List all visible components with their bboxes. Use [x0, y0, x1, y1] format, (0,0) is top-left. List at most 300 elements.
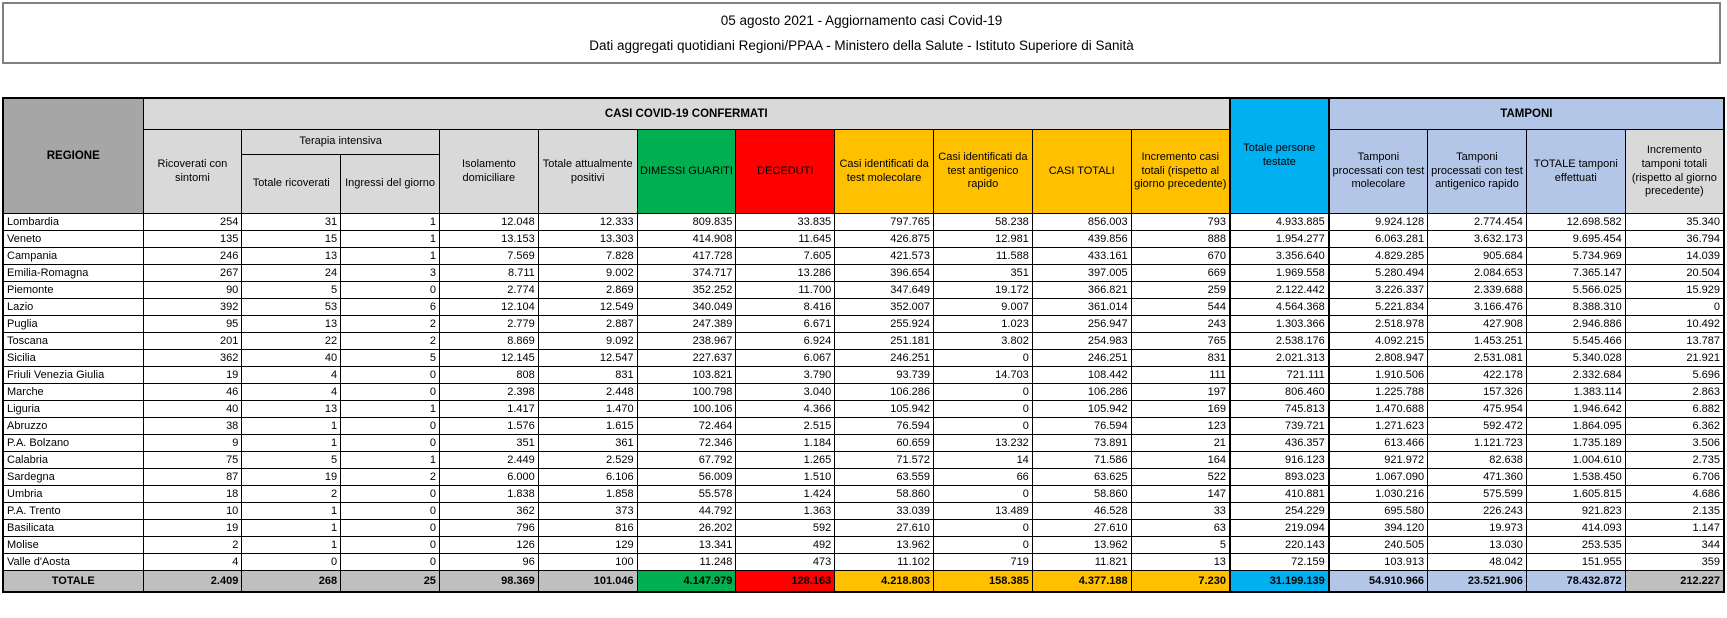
region-cell: Puglia — [3, 316, 143, 333]
header-terapia-intensiva: Terapia intensiva — [242, 130, 440, 155]
region-cell: Basilicata — [3, 520, 143, 537]
value-cell: 5.545.466 — [1526, 333, 1625, 350]
value-cell: 0 — [341, 384, 440, 401]
value-cell: 6.706 — [1625, 469, 1724, 486]
value-cell: 129 — [538, 537, 637, 554]
value-cell: 816 — [538, 520, 637, 537]
region-cell: Lombardia — [3, 214, 143, 231]
table-row — [3, 231, 1724, 248]
header-tamponi: TAMPONI — [1329, 98, 1724, 130]
value-cell: 20.504 — [1625, 265, 1724, 282]
value-cell: 893.023 — [1230, 469, 1329, 486]
value-cell: 10.492 — [1625, 316, 1724, 333]
value-cell: 10 — [143, 503, 242, 520]
value-cell: 1.470.688 — [1329, 401, 1428, 418]
header-ricoverati-con-sintomi: Ricoverati con sintomi — [143, 130, 242, 214]
value-cell: 4.564.368 — [1230, 299, 1329, 316]
region-cell: Campania — [3, 248, 143, 265]
totale-label-cell: TOTALE — [3, 571, 143, 593]
value-cell: 1.838 — [439, 486, 538, 503]
value-cell: 0 — [1625, 299, 1724, 316]
value-cell: 1.858 — [538, 486, 637, 503]
value-cell: 3.632.173 — [1428, 231, 1527, 248]
value-cell: 340.049 — [637, 299, 736, 316]
value-cell: 1 — [242, 435, 341, 452]
value-cell: 24 — [242, 265, 341, 282]
value-cell: 72.464 — [637, 418, 736, 435]
header-totale-persone-testate: Totale persone testate — [1230, 98, 1329, 214]
value-cell: 719 — [934, 554, 1033, 571]
value-cell: 22 — [242, 333, 341, 350]
value-cell: 13.962 — [835, 537, 934, 554]
value-cell: 75 — [143, 452, 242, 469]
value-cell: 164 — [1131, 452, 1230, 469]
value-cell: 8.869 — [439, 333, 538, 350]
value-cell: 0 — [341, 435, 440, 452]
value-cell: 1.147 — [1625, 520, 1724, 537]
header-ingressi-del-giorno: Ingressi del giorno — [341, 155, 440, 214]
value-cell: 35.340 — [1625, 214, 1724, 231]
totale-value-cell: 4.218.803 — [835, 571, 934, 593]
value-cell: 361 — [538, 435, 637, 452]
value-cell: 220.143 — [1230, 537, 1329, 554]
value-cell: 19 — [143, 520, 242, 537]
value-cell: 26.202 — [637, 520, 736, 537]
header-tamponi-antigenico: Tamponi processati con test antigenico rapido — [1428, 130, 1527, 214]
region-cell: Friuli Venezia Giulia — [3, 367, 143, 384]
value-cell: 5.221.834 — [1329, 299, 1428, 316]
table-row — [3, 299, 1724, 316]
value-cell: 1 — [341, 214, 440, 231]
value-cell: 1.510 — [736, 469, 835, 486]
value-cell: 18 — [143, 486, 242, 503]
table-row — [3, 452, 1724, 469]
value-cell: 246.251 — [1032, 350, 1131, 367]
table-row — [3, 350, 1724, 367]
value-cell: 9.002 — [538, 265, 637, 282]
value-cell: 12.145 — [439, 350, 538, 367]
value-cell: 12.981 — [934, 231, 1033, 248]
value-cell: 544 — [1131, 299, 1230, 316]
value-cell: 374.717 — [637, 265, 736, 282]
value-cell: 7.605 — [736, 248, 835, 265]
value-cell: 12.698.582 — [1526, 214, 1625, 231]
value-cell: 100.106 — [637, 401, 736, 418]
table-row — [3, 282, 1724, 299]
value-cell: 0 — [934, 486, 1033, 503]
value-cell: 2 — [341, 469, 440, 486]
table-row — [3, 469, 1724, 486]
table-row — [3, 418, 1724, 435]
table-row — [3, 316, 1724, 333]
value-cell: 9.924.128 — [1329, 214, 1428, 231]
header-sub-row — [3, 130, 1724, 155]
value-cell: 63.559 — [835, 469, 934, 486]
table-row — [3, 503, 1724, 520]
value-cell: 5 — [242, 452, 341, 469]
totale-row — [3, 571, 1724, 593]
value-cell: 344 — [1625, 537, 1724, 554]
value-cell: 4.686 — [1625, 486, 1724, 503]
value-cell: 227.637 — [637, 350, 736, 367]
header-group-row — [3, 98, 1724, 130]
report-title: 05 agosto 2021 - Aggiornamento casi Covid-19 — [720, 12, 1003, 28]
value-cell: 151.955 — [1526, 554, 1625, 571]
header-incremento-tamponi: Incremento tamponi totali (rispetto al giorno precedente) — [1625, 130, 1724, 214]
value-cell: 421.573 — [835, 248, 934, 265]
totale-value-cell: 4.147.979 — [637, 571, 736, 593]
value-cell: 1.023 — [934, 316, 1033, 333]
value-cell: 31 — [242, 214, 341, 231]
value-cell: 105.942 — [1032, 401, 1131, 418]
value-cell: 426.875 — [835, 231, 934, 248]
report-header — [2, 2, 1721, 64]
value-cell: 695.580 — [1329, 503, 1428, 520]
value-cell: 40 — [242, 350, 341, 367]
value-cell: 11.248 — [637, 554, 736, 571]
value-cell: 40 — [143, 401, 242, 418]
value-cell: 90 — [143, 282, 242, 299]
totale-value-cell: 25 — [341, 571, 440, 593]
value-cell: 60.659 — [835, 435, 934, 452]
value-cell: 831 — [538, 367, 637, 384]
value-cell: 2.135 — [1625, 503, 1724, 520]
value-cell: 46 — [143, 384, 242, 401]
value-cell: 2.538.176 — [1230, 333, 1329, 350]
value-cell: 1.030.216 — [1329, 486, 1428, 503]
value-cell: 11.700 — [736, 282, 835, 299]
value-cell: 2.863 — [1625, 384, 1724, 401]
value-cell: 169 — [1131, 401, 1230, 418]
value-cell: 4 — [242, 384, 341, 401]
value-cell: 3.506 — [1625, 435, 1724, 452]
value-cell: 427.908 — [1428, 316, 1527, 333]
value-cell: 7.828 — [538, 248, 637, 265]
value-cell: 73.891 — [1032, 435, 1131, 452]
value-cell: 246 — [143, 248, 242, 265]
value-cell: 82.638 — [1428, 452, 1527, 469]
value-cell: 6.106 — [538, 469, 637, 486]
value-cell: 1.910.506 — [1329, 367, 1428, 384]
value-cell: 347.649 — [835, 282, 934, 299]
value-cell: 9.092 — [538, 333, 637, 350]
value-cell: 255.924 — [835, 316, 934, 333]
table-row — [3, 401, 1724, 418]
value-cell: 12.104 — [439, 299, 538, 316]
value-cell: 63.625 — [1032, 469, 1131, 486]
totale-value-cell: 2.409 — [143, 571, 242, 593]
region-cell: Toscana — [3, 333, 143, 350]
table-row — [3, 248, 1724, 265]
value-cell: 1.735.189 — [1526, 435, 1625, 452]
value-cell: 5 — [1131, 537, 1230, 554]
totale-value-cell: 101.046 — [538, 571, 637, 593]
value-cell: 46.528 — [1032, 503, 1131, 520]
value-cell: 0 — [934, 520, 1033, 537]
value-cell: 417.728 — [637, 248, 736, 265]
value-cell: 11.102 — [835, 554, 934, 571]
header-tamponi-molecolare: Tamponi processati con test molecolare — [1329, 130, 1428, 214]
value-cell: 6.882 — [1625, 401, 1724, 418]
value-cell: 219.094 — [1230, 520, 1329, 537]
value-cell: 475.954 — [1428, 401, 1527, 418]
value-cell: 3.790 — [736, 367, 835, 384]
value-cell: 106.286 — [835, 384, 934, 401]
value-cell: 4 — [242, 367, 341, 384]
table-row — [3, 554, 1724, 571]
value-cell: 0 — [341, 282, 440, 299]
value-cell: 592.472 — [1428, 418, 1527, 435]
value-cell: 2.946.886 — [1526, 316, 1625, 333]
region-cell: Piemonte — [3, 282, 143, 299]
value-cell: 1 — [341, 401, 440, 418]
value-cell: 1 — [242, 520, 341, 537]
value-cell: 13.341 — [637, 537, 736, 554]
value-cell: 1.538.450 — [1526, 469, 1625, 486]
value-cell: 14.703 — [934, 367, 1033, 384]
value-cell: 8.711 — [439, 265, 538, 282]
table-row — [3, 367, 1724, 384]
value-cell: 103.821 — [637, 367, 736, 384]
value-cell: 8.388.310 — [1526, 299, 1625, 316]
value-cell: 111 — [1131, 367, 1230, 384]
table-footer — [3, 571, 1724, 593]
value-cell: 359 — [1625, 554, 1724, 571]
region-cell: Marche — [3, 384, 143, 401]
value-cell: 12.333 — [538, 214, 637, 231]
value-cell: 1.225.788 — [1329, 384, 1428, 401]
value-cell: 15.929 — [1625, 282, 1724, 299]
totale-value-cell: 54.910.966 — [1329, 571, 1428, 593]
value-cell: 100.798 — [637, 384, 736, 401]
value-cell: 27.610 — [1032, 520, 1131, 537]
totale-value-cell: 212.227 — [1625, 571, 1724, 593]
value-cell: 5.734.969 — [1526, 248, 1625, 265]
value-cell: 1 — [242, 503, 341, 520]
value-cell: 414.093 — [1526, 520, 1625, 537]
value-cell: 71.586 — [1032, 452, 1131, 469]
value-cell: 796 — [439, 520, 538, 537]
value-cell: 2.808.947 — [1329, 350, 1428, 367]
value-cell: 87 — [143, 469, 242, 486]
value-cell: 4.092.215 — [1329, 333, 1428, 350]
value-cell: 831 — [1131, 350, 1230, 367]
totale-value-cell: 158.385 — [934, 571, 1033, 593]
value-cell: 916.123 — [1230, 452, 1329, 469]
value-cell: 100 — [538, 554, 637, 571]
table-row — [3, 486, 1724, 503]
value-cell: 0 — [934, 384, 1033, 401]
region-cell: Calabria — [3, 452, 143, 469]
value-cell: 2.529 — [538, 452, 637, 469]
value-cell: 48.042 — [1428, 554, 1527, 571]
value-cell: 373 — [538, 503, 637, 520]
value-cell: 0 — [341, 520, 440, 537]
value-cell: 108.442 — [1032, 367, 1131, 384]
region-cell: Lazio — [3, 299, 143, 316]
table-row — [3, 520, 1724, 537]
value-cell: 13 — [1131, 554, 1230, 571]
value-cell: 135 — [143, 231, 242, 248]
region-cell: Sicilia — [3, 350, 143, 367]
value-cell: 267 — [143, 265, 242, 282]
value-cell: 11.588 — [934, 248, 1033, 265]
value-cell: 254.983 — [1032, 333, 1131, 350]
value-cell: 15 — [242, 231, 341, 248]
value-cell: 473 — [736, 554, 835, 571]
value-cell: 1.303.366 — [1230, 316, 1329, 333]
value-cell: 27.610 — [835, 520, 934, 537]
totale-value-cell: 23.521.906 — [1428, 571, 1527, 593]
value-cell: 13.489 — [934, 503, 1033, 520]
value-cell: 1 — [242, 537, 341, 554]
value-cell: 76.594 — [1032, 418, 1131, 435]
value-cell: 13.232 — [934, 435, 1033, 452]
header-casi-confermati: CASI COVID-19 CONFERMATI — [143, 98, 1230, 130]
value-cell: 1.363 — [736, 503, 835, 520]
value-cell: 7.365.147 — [1526, 265, 1625, 282]
value-cell: 2.869 — [538, 282, 637, 299]
value-cell: 3.356.640 — [1230, 248, 1329, 265]
value-cell: 2.518.978 — [1329, 316, 1428, 333]
header-casi-test-antigenico: Casi identificati da test antigenico rapido — [934, 130, 1033, 214]
value-cell: 592 — [736, 520, 835, 537]
value-cell: 2.332.684 — [1526, 367, 1625, 384]
value-cell: 745.813 — [1230, 401, 1329, 418]
value-cell: 67.792 — [637, 452, 736, 469]
value-cell: 2.774 — [439, 282, 538, 299]
value-cell: 1.615 — [538, 418, 637, 435]
value-cell: 105.942 — [835, 401, 934, 418]
value-cell: 238.967 — [637, 333, 736, 350]
value-cell: 240.505 — [1329, 537, 1428, 554]
table-header — [3, 98, 1724, 214]
totale-value-cell: 4.377.188 — [1032, 571, 1131, 593]
value-cell: 4.829.285 — [1329, 248, 1428, 265]
value-cell: 14 — [934, 452, 1033, 469]
value-cell: 0 — [934, 418, 1033, 435]
value-cell: 0 — [934, 350, 1033, 367]
value-cell: 351 — [439, 435, 538, 452]
value-cell: 0 — [934, 537, 1033, 554]
value-cell: 9.007 — [934, 299, 1033, 316]
header-totale-ricoverati: Totale ricoverati — [242, 155, 341, 214]
value-cell: 2.774.454 — [1428, 214, 1527, 231]
header-regione: REGIONE — [3, 98, 143, 214]
value-cell: 96 — [439, 554, 538, 571]
value-cell: 422.178 — [1428, 367, 1527, 384]
region-cell: Valle d'Aosta — [3, 554, 143, 571]
value-cell: 72.346 — [637, 435, 736, 452]
value-cell: 2.735 — [1625, 452, 1724, 469]
table-row — [3, 435, 1724, 452]
region-cell: Sardegna — [3, 469, 143, 486]
value-cell: 2.448 — [538, 384, 637, 401]
value-cell: 21 — [1131, 435, 1230, 452]
value-cell: 2.515 — [736, 418, 835, 435]
value-cell: 5.340.028 — [1526, 350, 1625, 367]
value-cell: 739.721 — [1230, 418, 1329, 435]
value-cell: 254.229 — [1230, 503, 1329, 520]
value-cell: 3.226.337 — [1329, 282, 1428, 299]
value-cell: 72.159 — [1230, 554, 1329, 571]
value-cell: 522 — [1131, 469, 1230, 486]
header-totale-tamponi: TOTALE tamponi effettuati — [1526, 130, 1625, 214]
value-cell: 13.153 — [439, 231, 538, 248]
value-cell: 1 — [341, 231, 440, 248]
value-cell: 3.802 — [934, 333, 1033, 350]
value-cell: 3.166.476 — [1428, 299, 1527, 316]
value-cell: 6.067 — [736, 350, 835, 367]
value-cell: 0 — [341, 554, 440, 571]
totale-value-cell: 268 — [242, 571, 341, 593]
value-cell: 1.864.095 — [1526, 418, 1625, 435]
table-row — [3, 384, 1724, 401]
value-cell: 397.005 — [1032, 265, 1131, 282]
value-cell: 1.969.558 — [1230, 265, 1329, 282]
value-cell: 0 — [934, 401, 1033, 418]
value-cell: 76.594 — [835, 418, 934, 435]
value-cell: 0 — [341, 486, 440, 503]
value-cell: 392 — [143, 299, 242, 316]
value-cell: 1.417 — [439, 401, 538, 418]
value-cell: 246.251 — [835, 350, 934, 367]
value-cell: 362 — [439, 503, 538, 520]
value-cell: 157.326 — [1428, 384, 1527, 401]
value-cell: 613.466 — [1329, 435, 1428, 452]
value-cell: 197 — [1131, 384, 1230, 401]
value-cell: 247.389 — [637, 316, 736, 333]
value-cell: 106.286 — [1032, 384, 1131, 401]
value-cell: 6.000 — [439, 469, 538, 486]
value-cell: 2.779 — [439, 316, 538, 333]
value-cell: 201 — [143, 333, 242, 350]
value-cell: 33.039 — [835, 503, 934, 520]
value-cell: 95 — [143, 316, 242, 333]
value-cell: 3.040 — [736, 384, 835, 401]
value-cell: 575.599 — [1428, 486, 1527, 503]
value-cell: 2 — [242, 486, 341, 503]
value-cell: 11.645 — [736, 231, 835, 248]
value-cell: 5.280.494 — [1329, 265, 1428, 282]
value-cell: 2.449 — [439, 452, 538, 469]
value-cell: 123 — [1131, 418, 1230, 435]
value-cell: 1.470 — [538, 401, 637, 418]
value-cell: 1.184 — [736, 435, 835, 452]
value-cell: 9 — [143, 435, 242, 452]
value-cell: 33.835 — [736, 214, 835, 231]
value-cell: 1.004.610 — [1526, 452, 1625, 469]
value-cell: 5.696 — [1625, 367, 1724, 384]
value-cell: 4.933.885 — [1230, 214, 1329, 231]
value-cell: 492 — [736, 537, 835, 554]
value-cell: 19 — [143, 367, 242, 384]
value-cell: 58.860 — [1032, 486, 1131, 503]
totale-value-cell: 78.432.872 — [1526, 571, 1625, 593]
value-cell: 1.605.815 — [1526, 486, 1625, 503]
value-cell: 2.887 — [538, 316, 637, 333]
region-cell: Abruzzo — [3, 418, 143, 435]
value-cell: 6.671 — [736, 316, 835, 333]
value-cell: 126 — [439, 537, 538, 554]
value-cell: 1.424 — [736, 486, 835, 503]
value-cell: 243 — [1131, 316, 1230, 333]
value-cell: 1.121.723 — [1428, 435, 1527, 452]
value-cell: 53 — [242, 299, 341, 316]
value-cell: 1.271.623 — [1329, 418, 1428, 435]
value-cell: 670 — [1131, 248, 1230, 265]
value-cell: 352.007 — [835, 299, 934, 316]
